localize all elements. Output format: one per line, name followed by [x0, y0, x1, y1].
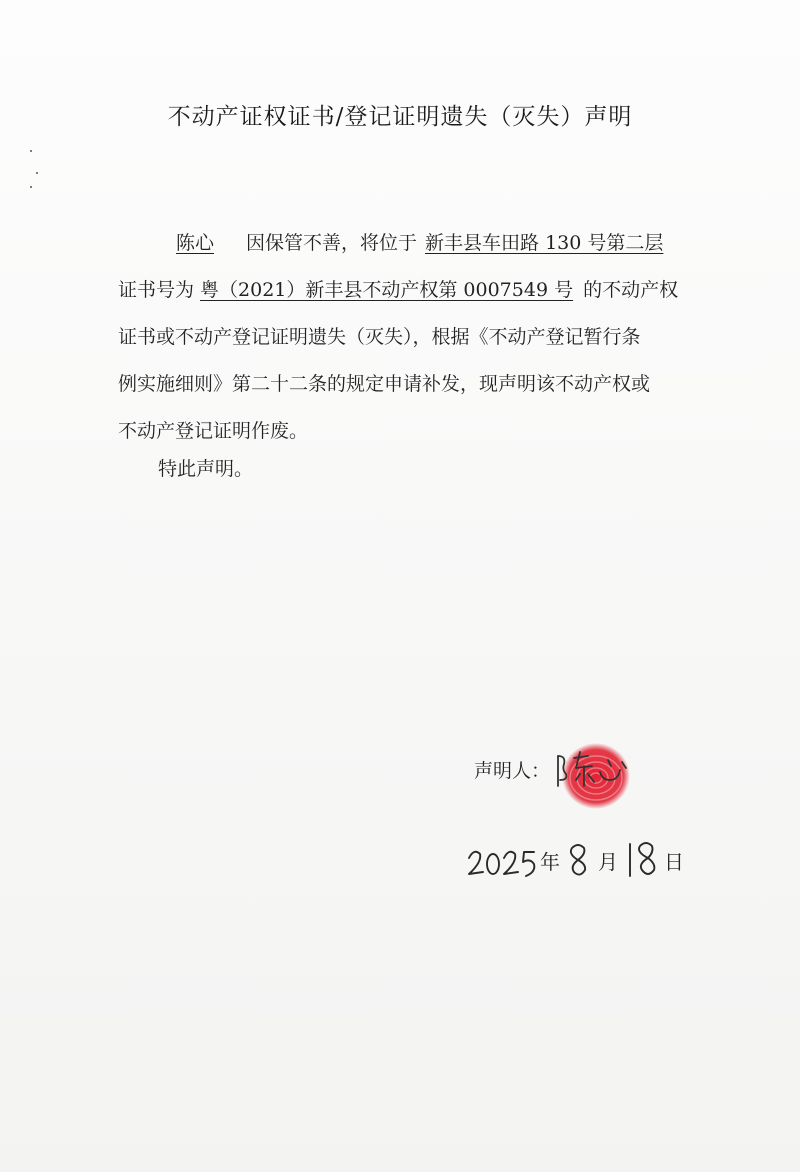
paper-speck — [36, 172, 38, 174]
declarant-label: 声明人： — [474, 760, 551, 782]
cert-suffix: 的不动产权 — [583, 279, 679, 301]
handwritten-year — [466, 842, 546, 882]
body-line-2 — [118, 275, 678, 302]
declaration-body — [118, 228, 703, 488]
cert-prefix: 证书号为 — [118, 279, 195, 301]
signature-date — [466, 838, 696, 888]
day-label: 日 — [664, 850, 684, 874]
handwritten-day — [624, 838, 662, 880]
handwritten-month — [566, 840, 590, 880]
closing-statement: 特此声明。 — [158, 458, 254, 480]
owner-name: 陈心 — [176, 232, 215, 254]
certificate-number: 粤（2021）新丰县不动产权第 0007549 号 — [200, 279, 574, 301]
body-line-3: 证书或不动产登记证明遗失（灭失），根据《不动产登记暂行条 — [118, 326, 641, 348]
handwritten-signature — [548, 744, 648, 794]
property-address: 新丰县车田路 130 号第二层 — [425, 232, 664, 254]
body-line-4: 例实施细则》第二十二条的规定申请补发，现声明该不动产权或 — [118, 373, 651, 395]
year-label: 年 — [540, 850, 560, 874]
line1-text: 因保管不善，将位于 — [246, 232, 418, 254]
paper-speck — [30, 186, 32, 188]
body-line-5: 不动产登记证明作废。 — [118, 420, 309, 442]
body-line-1 — [118, 228, 663, 255]
paper-speck — [30, 150, 32, 152]
document-title: 不动产证权证书/登记证明遗失（灭失）声明 — [167, 104, 633, 130]
month-label: 月 — [598, 850, 618, 874]
